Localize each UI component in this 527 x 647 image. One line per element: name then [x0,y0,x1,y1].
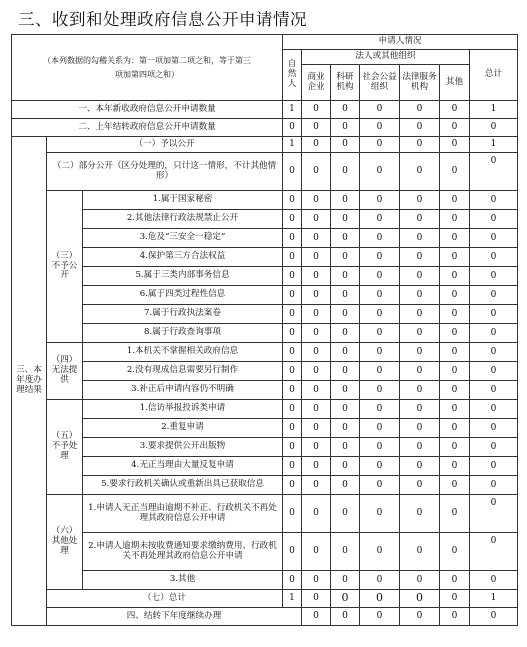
value-cell: 0 [331,362,360,381]
value-cell: 0 [302,400,331,419]
value-cell: 0 [302,324,331,343]
row-label: 2.其他法律行政法规禁止公开 [83,210,283,229]
value-cell: 0 [440,305,470,324]
value-cell: 0 [331,324,360,343]
value-cell: 0 [331,438,360,457]
value-cell: 0 [302,101,331,119]
value-cell: 0 [360,438,400,457]
value-cell: 0 [302,419,331,438]
value-cell: 0 [440,137,470,153]
value-cell: 0 [440,191,470,210]
value-cell: 0 [302,137,331,153]
value-cell: 0 [440,267,470,286]
header-applicant: 申请人情况 [283,35,518,50]
table-row [12,137,518,153]
value-cell: 0 [283,438,302,457]
value-cell: 0 [400,324,440,343]
value-cell: 1 [283,137,302,153]
value-cell: 0 [440,362,470,381]
value-cell: 0 [283,210,302,229]
value-cell: 1 [283,101,302,119]
value-cell: 0 [360,495,400,533]
value-cell: 0 [470,362,518,381]
value-cell: 0 [302,495,331,533]
table-row [12,495,518,533]
value-cell: 0 [470,305,518,324]
value-cell: 0 [331,476,360,495]
value-cell: 0 [283,476,302,495]
value-cell: 0 [283,248,302,267]
row-label: 4.保护第三方合法权益 [83,248,283,267]
value-cell: 0 [331,400,360,419]
value-cell: 0 [440,248,470,267]
section-3-label: 三、本年度办理结果 [12,137,47,626]
row-label: 3.危及“三安全一稳定” [83,229,283,248]
value-cell: 0 [360,229,400,248]
value-cell: 1 [470,590,518,608]
value-cell: 0 [400,362,440,381]
row-label: 7.属于行政执法案卷 [83,305,283,324]
value-cell: 0 [331,137,360,153]
value-cell: 0 [302,343,331,362]
value-cell: 0 [360,343,400,362]
value-cell: 0 [360,571,400,590]
row-label: 2.重复申请 [83,419,283,438]
value-cell: 0 [360,400,400,419]
value-cell: 0 [302,571,331,590]
value-cell: 0 [400,476,440,495]
value-cell: 0 [400,438,440,457]
value-cell: 0 [440,286,470,305]
value-cell: 0 [331,590,360,608]
value-cell: 1 [470,101,518,119]
value-cell: 0 [470,495,518,533]
row-label: 2.没有现成信息需要另行制作 [83,362,283,381]
value-cell: 0 [331,286,360,305]
value-cell: 0 [302,119,331,137]
row-label: 8.属于行政查询事项 [83,324,283,343]
group-label-g3: （三）不予公开 [47,191,83,343]
value-cell: 0 [470,324,518,343]
value-cell: 0 [302,438,331,457]
value-cell: 0 [470,286,518,305]
value-cell: 0 [470,229,518,248]
value-cell: 0 [302,229,331,248]
value-cell: 1 [283,590,302,608]
value-cell: 0 [302,608,331,626]
value-cell: 0 [400,137,440,153]
row-label: （二）部分公开（区分处理的，只计这一情形，不计其他情形） [47,153,283,191]
table-row [12,119,518,137]
value-cell: 0 [283,495,302,533]
header-row-1 [12,35,518,50]
value-cell: 0 [400,305,440,324]
header-natural-person: 自然人 [283,50,302,101]
table-row [12,608,518,626]
row-label: 4.无正当理由大量反复申请 [83,457,283,476]
value-cell: 0 [470,248,518,267]
row-label: 2.申请人逾期未按收费通知要求缴纳费用、行政机关不再处理其政府信息公开申请 [83,533,283,571]
row-label: （七）总计 [47,590,283,608]
header-note [12,35,283,101]
value-cell: 0 [360,362,400,381]
header-legal-group: 法人或其他组织 [302,50,470,65]
value-cell: 0 [283,457,302,476]
value-cell: 0 [360,153,400,191]
value-cell: 0 [440,571,470,590]
table-row [12,419,518,438]
value-cell: 0 [331,119,360,137]
value-cell: 0 [400,533,440,571]
value-cell: 0 [360,248,400,267]
header-legal-service: 法律服务机构 [400,65,440,101]
value-cell: 0 [440,101,470,119]
value-cell: 0 [302,476,331,495]
table-row [12,400,518,419]
value-cell: 0 [360,210,400,229]
value-cell: 0 [360,101,400,119]
value-cell: 0 [302,362,331,381]
table-row [12,362,518,381]
value-cell: 0 [440,343,470,362]
header-total: 总计 [470,50,518,101]
value-cell: 0 [440,533,470,571]
group-label-g6: （六）其他处理 [47,495,83,590]
value-cell: 0 [440,229,470,248]
value-cell: 0 [302,305,331,324]
table-row [12,229,518,248]
table-row [12,153,518,191]
value-cell: 0 [283,305,302,324]
header-business: 商业企业 [302,65,331,101]
value-cell: 0 [400,419,440,438]
value-cell: 0 [331,495,360,533]
row-label: 6.属于四类过程性信息 [83,286,283,305]
value-cell: 0 [283,286,302,305]
value-cell: 0 [440,438,470,457]
value-cell: 0 [283,153,302,191]
value-cell: 0 [302,210,331,229]
value-cell: 0 [302,590,331,608]
value-cell: 0 [440,608,470,626]
table-row [12,343,518,362]
value-cell: 0 [331,153,360,191]
value-cell: 0 [302,191,331,210]
table-row [12,571,518,590]
value-cell: 0 [360,533,400,571]
row-label: 二、上年结转政府信息公开申请数量 [12,119,283,137]
table-row [12,533,518,571]
value-cell: 0 [283,381,302,400]
value-cell: 0 [331,608,360,626]
value-cell: 0 [360,191,400,210]
value-cell: 0 [400,381,440,400]
value-cell: 0 [360,119,400,137]
row-label: 3.要求提供公开出版物 [83,438,283,457]
row-label: （一）予以公开 [47,137,283,153]
value-cell: 0 [360,324,400,343]
value-cell: 0 [440,210,470,229]
value-cell: 0 [360,267,400,286]
value-cell: 0 [283,362,302,381]
row-label: 1.申请人无正当理由逾期不补正、行政机关不再处理其政府信息公开申请 [83,495,283,533]
table-row [12,438,518,457]
table-row [12,267,518,286]
value-cell: 0 [400,400,440,419]
value-cell: 0 [360,590,400,608]
value-cell: 0 [400,248,440,267]
value-cell: 0 [470,457,518,476]
value-cell: 0 [360,476,400,495]
value-cell: 0 [400,571,440,590]
value-cell: 0 [440,381,470,400]
table-row [12,191,518,210]
value-cell: 0 [331,229,360,248]
table-row [12,457,518,476]
value-cell: 0 [360,305,400,324]
value-cell: 0 [331,533,360,571]
value-cell: 0 [331,210,360,229]
header-note-line-2: 项加第四项之和） [115,69,179,79]
value-cell: 0 [283,324,302,343]
value-cell: 0 [360,286,400,305]
row-label: 3.其他 [83,571,283,590]
value-cell: 0 [283,267,302,286]
value-cell: 0 [470,571,518,590]
value-cell: 0 [283,229,302,248]
table-row [12,324,518,343]
row-label: 四、结转下年度继续办理 [47,608,302,626]
value-cell: 0 [283,571,302,590]
value-cell: 0 [302,286,331,305]
value-cell: 0 [440,324,470,343]
value-cell: 0 [331,248,360,267]
value-cell: 0 [331,191,360,210]
value-cell: 0 [400,495,440,533]
value-cell: 0 [283,343,302,362]
value-cell: 0 [400,286,440,305]
header-other: 其他 [440,65,470,101]
value-cell: 0 [400,101,440,119]
value-cell: 0 [360,419,400,438]
value-cell: 0 [440,419,470,438]
value-cell: 0 [331,267,360,286]
row-label: 5.要求行政机关确认或重新出具已获取信息 [83,476,283,495]
row-label: 一、本年新收政府信息公开申请数量 [12,101,283,119]
value-cell: 0 [302,267,331,286]
value-cell: 0 [302,248,331,267]
value-cell: 0 [440,153,470,191]
value-cell: 0 [400,153,440,191]
table-row [12,381,518,400]
value-cell: 0 [360,381,400,400]
row-label: 5.属于三类内部事务信息 [83,267,283,286]
value-cell: 0 [400,343,440,362]
value-cell: 0 [470,381,518,400]
value-cell: 0 [470,267,518,286]
value-cell: 0 [331,343,360,362]
table-row [12,210,518,229]
value-cell: 0 [470,419,518,438]
value-cell: 0 [302,457,331,476]
value-cell: 0 [470,476,518,495]
value-cell: 0 [470,153,518,191]
header-note-line-1: （本列数据的勾稽关系为：第一项加第二项之和，等于第三 [43,55,251,65]
value-cell: 0 [440,590,470,608]
table-row [12,476,518,495]
table-row [12,101,518,119]
value-cell: 0 [283,119,302,137]
value-cell: 0 [470,438,518,457]
value-cell: 0 [302,533,331,571]
header-research: 科研机构 [331,65,360,101]
value-cell: 0 [470,191,518,210]
value-cell: 0 [400,608,440,626]
value-cell: 0 [302,381,331,400]
value-cell: 0 [360,137,400,153]
table-row [12,286,518,305]
value-cell: 0 [283,191,302,210]
value-cell: 0 [440,495,470,533]
header-social: 社会公益组织 [360,65,400,101]
value-cell: 0 [331,457,360,476]
value-cell: 0 [470,608,518,626]
table-row [12,305,518,324]
value-cell: 0 [400,229,440,248]
group-label-g4: （四）无法提供 [47,343,83,400]
value-cell: 0 [331,419,360,438]
value-cell: 0 [331,381,360,400]
row-label: 1.本机关不掌握相关政府信息 [83,343,283,362]
table-row [12,248,518,267]
value-cell: 0 [400,457,440,476]
group-label-g5: （五）不予处理 [47,400,83,495]
value-cell: 0 [400,210,440,229]
value-cell: 0 [400,590,440,608]
value-cell: 0 [400,191,440,210]
value-cell: 0 [470,533,518,571]
value-cell: 0 [360,457,400,476]
value-cell: 0 [331,305,360,324]
row-label: 3.补正后申请内容仍不明确 [83,381,283,400]
value-cell: 0 [331,571,360,590]
value-cell: 0 [400,267,440,286]
table-row [12,590,518,608]
value-cell: 0 [470,210,518,229]
page-title: 三、收到和处理政府信息公开申请情况 [18,10,307,29]
value-cell: 0 [283,533,302,571]
row-label: 1.信访举报投诉类申请 [83,400,283,419]
application-stats-table [11,34,518,626]
value-cell: 0 [440,457,470,476]
value-cell: 0 [400,119,440,137]
value-cell: 0 [440,119,470,137]
value-cell: 0 [283,400,302,419]
value-cell: 0 [360,608,400,626]
value-cell: 0 [302,153,331,191]
value-cell: 0 [283,419,302,438]
value-cell: 0 [470,400,518,419]
value-cell: 0 [331,101,360,119]
row-label: 1.属于国家秘密 [83,191,283,210]
value-cell: 1 [470,137,518,153]
value-cell: 0 [470,119,518,137]
value-cell: 0 [440,476,470,495]
value-cell: 0 [470,343,518,362]
value-cell: 0 [440,400,470,419]
